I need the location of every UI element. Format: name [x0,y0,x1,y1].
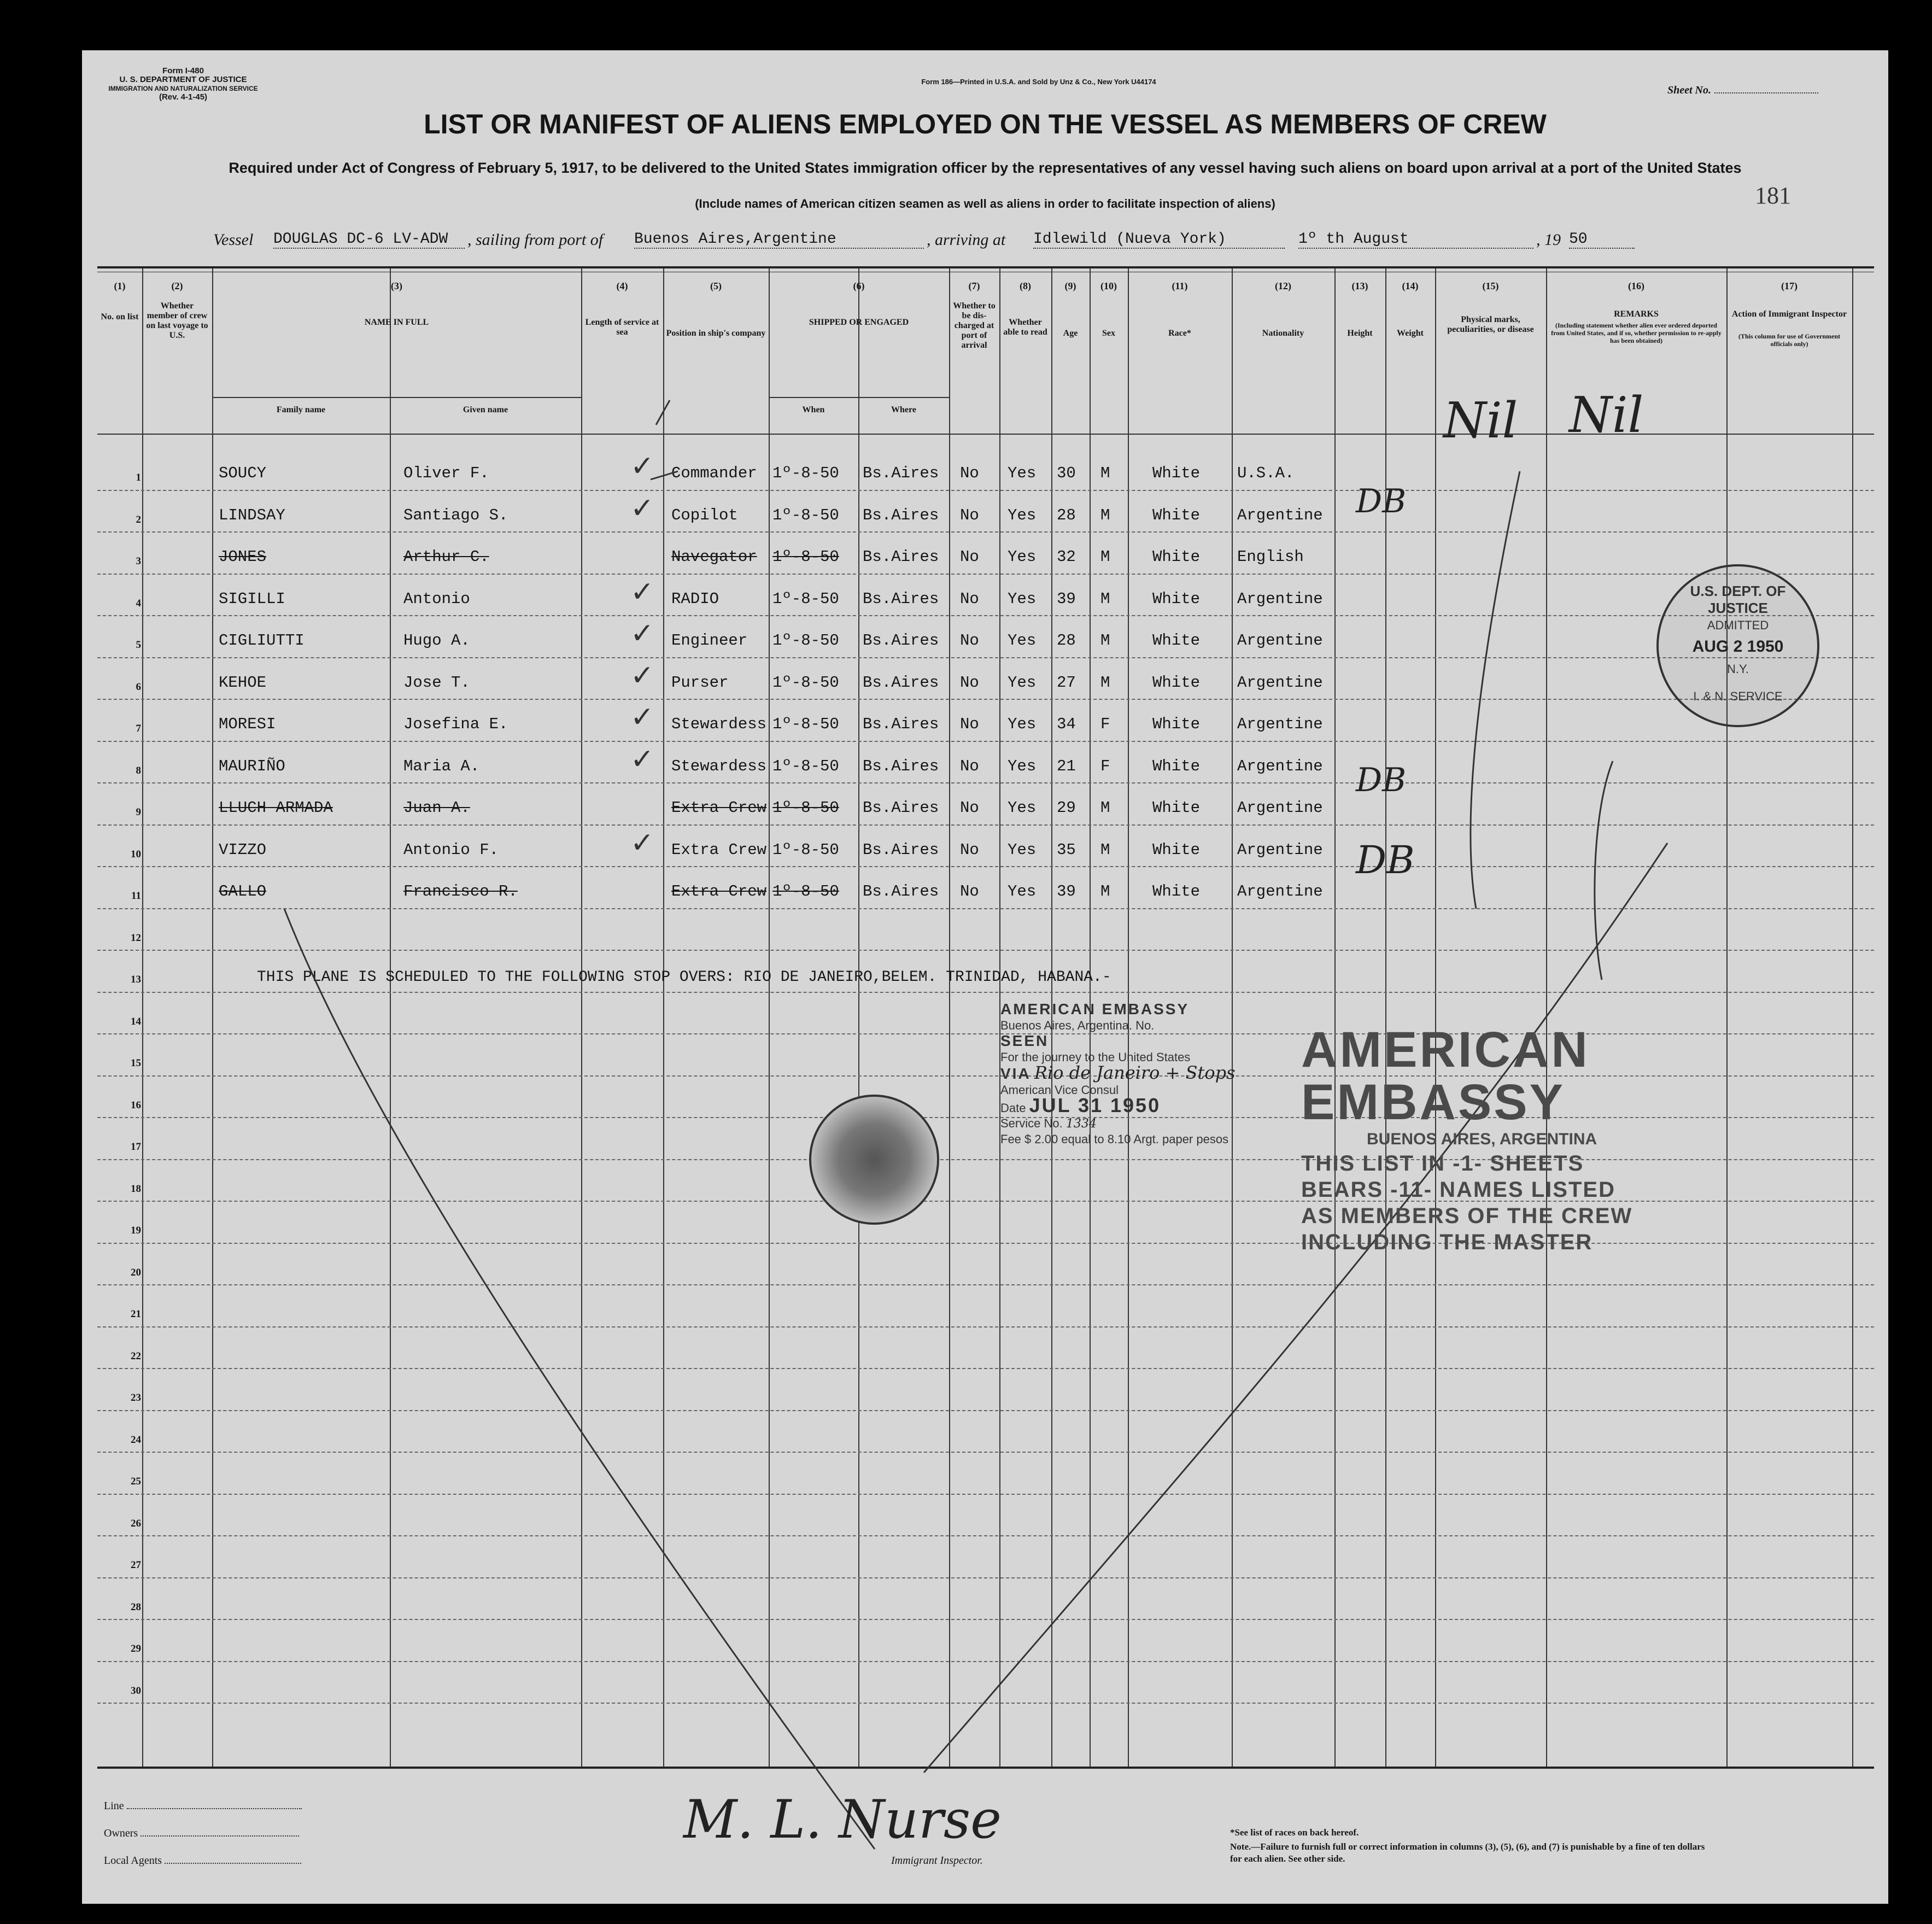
hdr-name-in-full: NAME IN FULL [364,318,429,327]
admitted-stamp [1656,564,1819,727]
hdr-action-detail: (This column for use of Government officials only) [1738,332,1841,348]
db-mark-row-3: DB [1356,482,1407,521]
nationality[interactable]: Argentine [1237,799,1323,817]
age[interactable]: 21 [1057,757,1076,775]
age[interactable]: 28 [1057,631,1076,650]
race[interactable]: White [1152,715,1201,733]
age[interactable]: 39 [1057,882,1076,900]
age[interactable]: 39 [1057,589,1076,608]
race[interactable]: White [1152,673,1201,692]
check-mark-icon: ✓ [630,701,654,734]
nationality[interactable]: Argentine [1237,631,1323,650]
discharged[interactable]: No [960,548,979,566]
hdr-length-service: Length of service at sea [585,318,659,337]
check-mark-icon: ✓ [630,617,654,650]
embassy-date-label: Date [1000,1101,1026,1115]
check-mark-icon: ✓ [630,492,654,525]
admitted-label: ADMITTED [1707,618,1769,632]
row-no: 19 [131,1225,141,1236]
race[interactable]: White [1152,757,1201,775]
consular-seal [809,1095,939,1225]
nationality[interactable]: Argentine [1237,715,1323,733]
col-no-12: (12) [1275,280,1291,291]
footer-agents-blank [165,1863,301,1864]
given-name[interactable]: Arthur C. [403,548,489,566]
sailing-label: , sailing from port of [467,231,604,249]
col-no-5: (5) [710,280,722,291]
row-no: 29 [131,1643,141,1654]
family-name[interactable]: LLUCH ARMADA [219,799,333,817]
row-no: 22 [131,1350,141,1362]
given-name[interactable]: Maria A. [403,757,480,775]
sex[interactable]: M [1100,589,1110,608]
shipped-when[interactable]: 1º-8-50 [772,715,839,733]
age[interactable]: 29 [1057,799,1076,817]
shipped-when[interactable]: 1º-8-50 [772,882,839,900]
col-no-8: (8) [1020,280,1031,291]
admitted-date: AUG 2 1950 [1692,638,1784,656]
sex[interactable]: M [1100,840,1110,859]
position[interactable]: Engineer [671,631,748,650]
col-no-9: (9) [1064,280,1076,291]
position[interactable]: RADIO [671,589,719,608]
arriving-label: , arriving at [927,231,1006,249]
nationality[interactable]: Argentine [1237,673,1323,692]
embassy-big-name: AMERICAN EMBASSY [1301,1022,1590,1130]
sex[interactable]: M [1100,882,1110,900]
race[interactable]: White [1152,840,1201,859]
col-no-4: (4) [616,280,628,291]
hdr-no-on-list: No. on list [101,312,139,321]
age[interactable]: 34 [1057,715,1076,733]
given-name[interactable]: Antonio F. [403,840,499,859]
discharged[interactable]: No [960,464,979,482]
embassy-service-label: Service No. [1000,1116,1063,1130]
nil-physical-marks: Nil [1443,392,1518,449]
row-no: 28 [131,1601,141,1613]
family-name[interactable]: GALLO [219,882,267,900]
age[interactable]: 32 [1057,548,1076,566]
embassy-big-line-3: AS MEMBERS OF THE CREW [1301,1204,1633,1228]
col-no-6: (6) [853,280,865,291]
col-no-16: (16) [1628,280,1644,291]
inspector-caption: Immigrant Inspector. [891,1855,983,1867]
shipped-where[interactable]: Bs.Aires [863,464,939,482]
admitted-top: U.S. DEPT. OF JUSTICE [1690,583,1786,616]
col-no-2: (2) [171,280,183,291]
pen-strokes [82,50,1888,1904]
position[interactable]: Stewardess [671,757,767,775]
able-read[interactable]: Yes [1008,548,1037,566]
hdr-physical-marks: Physical marks, peculiarities, or disease [1447,315,1534,334]
department: U. S. DEPARTMENT OF JUSTICE [119,75,247,84]
row-no: 2 [136,513,141,525]
date-value[interactable]: 1º th August [1298,231,1533,249]
row-no: 25 [131,1476,141,1487]
age[interactable]: 35 [1057,840,1076,859]
footer-line-blank [127,1808,302,1809]
family-name[interactable]: JONES [219,548,267,566]
given-name[interactable]: Jose T. [403,673,470,692]
nationality[interactable]: Argentine [1237,589,1323,608]
nil-remarks: Nil [1569,387,1644,444]
nationality[interactable]: U.S.A. [1237,464,1295,482]
admitted-bottom: I. & N. SERVICE [1693,689,1783,703]
shipped-where[interactable]: Bs.Aires [863,757,939,775]
hdr-position: Position in ship's company [666,329,766,338]
row-no: 7 [136,723,141,734]
check-mark-icon: ✓ [630,742,654,776]
able-read[interactable]: Yes [1008,757,1037,775]
sex[interactable]: F [1100,757,1110,775]
hdr-height: Height [1347,329,1373,338]
nationality[interactable]: Argentine [1237,506,1323,524]
printer-line: Form 186—Printed in U.S.A. and Sold by Unz & Co., New York U44174 [921,78,1156,86]
embassy-via-value: Rio de Janeiro + Stops [1034,1062,1236,1083]
discharged[interactable]: No [960,757,979,775]
shipped-when[interactable]: 1º-8-50 [772,631,839,650]
race[interactable]: White [1152,631,1201,650]
shipped-where[interactable]: Bs.Aires [863,673,939,692]
col-no-1: (1) [114,280,126,291]
row-no: 13 [131,974,141,985]
embassy-big-line-1: THIS LIST IN -1- SHEETS [1301,1151,1584,1176]
able-read[interactable]: Yes [1008,840,1037,859]
row-no: 21 [131,1308,141,1320]
hdr-family-name: Family name [276,405,326,414]
age[interactable]: 28 [1057,506,1076,524]
include-note: (Include names of American citizen seamen as well as aliens in order to facilitate inspection of aliens) [695,197,1275,210]
row-no: 23 [131,1392,141,1403]
row-no: 16 [131,1099,141,1111]
shipped-where[interactable]: Bs.Aires [863,799,939,817]
hdr-age: Age [1063,329,1078,338]
embassy-small-no: No. [1135,1019,1155,1032]
position[interactable]: Extra Crew [671,882,767,900]
shipped-where[interactable]: Bs.Aires [863,715,939,733]
row-no: 6 [136,681,141,693]
given-name[interactable]: Josefina E. [403,715,508,733]
discharged[interactable]: No [960,631,979,650]
col-no-3: (3) [391,280,402,291]
footer-line-label: Line [104,1800,124,1812]
embassy-seen: SEEN [1000,1032,1049,1049]
footer-line [104,1800,302,1812]
col-no-14: (14) [1402,280,1419,291]
shipped-when[interactable]: 1º-8-50 [772,840,839,859]
sex[interactable]: M [1100,506,1110,524]
discharged[interactable]: No [960,882,979,900]
embassy-date-value: JUL 31 1950 [1029,1094,1161,1116]
able-read[interactable]: Yes [1008,882,1037,900]
shipped-where[interactable]: Bs.Aires [863,882,939,900]
embassy-journey: For the journey to the United States [1000,1050,1191,1064]
family-name[interactable]: KEHOE [219,673,267,692]
footer-owners-label: Owners [104,1827,138,1839]
shipped-where[interactable]: Bs.Aires [863,506,939,524]
nationality[interactable]: Argentine [1237,882,1323,900]
discharged[interactable]: No [960,715,979,733]
shipped-when[interactable]: 1º-8-50 [772,799,839,817]
position[interactable]: Copilot [671,506,738,524]
embassy-service-value: 1334 [1065,1117,1097,1131]
page-subtitle: Required under Act of Congress of February 5, 1917, to be delivered to the United States immigration officer by the representatives of any vessel having such aliens on board upon arrival at a port of the United States [229,160,1742,176]
row-no: 30 [131,1685,141,1697]
row-no: 24 [131,1434,141,1446]
discharged[interactable]: No [960,589,979,608]
shipped-when[interactable]: 1º-8-50 [772,589,839,608]
race[interactable]: White [1152,799,1201,817]
age[interactable]: 30 [1057,464,1076,482]
row-no: 15 [131,1057,141,1069]
row-no: 1 [136,472,141,483]
shipped-where[interactable]: Bs.Aires [863,631,939,650]
shipped-when[interactable]: 1º-8-50 [772,506,839,524]
race[interactable]: White [1152,548,1201,566]
nationality[interactable]: Argentine [1237,840,1323,859]
hdr-able-read: Whether able to read [1003,318,1047,337]
family-name[interactable]: MORESI [219,715,276,733]
position[interactable]: Extra Crew [671,840,767,859]
given-name[interactable]: Oliver F. [403,464,489,482]
hdr-shipped-engaged: SHIPPED OR ENGAGED [809,318,909,327]
check-mark-icon: ✓ [630,450,654,483]
db-mark-row-9: DB [1356,761,1407,799]
sailing-value[interactable]: Buenos Aires,Argentine [634,231,924,249]
race[interactable]: White [1152,589,1201,608]
embassy-fee: Fee $ 2.00 equal to 8.10 Argt. paper pesos [1000,1132,1229,1146]
hdr-discharged: Whether to be dis-charged at port of arrival [953,301,996,350]
able-read[interactable]: Yes [1008,799,1037,817]
race[interactable]: White [1152,882,1201,900]
service-name: IMMIGRATION AND NATURALIZATION SERVICE [108,85,258,92]
row-no: 18 [131,1183,141,1195]
col-no-15: (15) [1482,280,1499,291]
hdr-action-inspector: Action of Immigrant Inspector [1731,309,1847,319]
row-no: 17 [131,1141,141,1153]
race[interactable]: White [1152,506,1201,524]
discharged[interactable]: No [960,840,979,859]
col-no-13: (13) [1351,280,1368,291]
position[interactable]: Purser [671,673,729,692]
col-no-11: (11) [1172,280,1188,291]
col-no-10: (10) [1100,280,1117,291]
embassy-big-city: BUENOS AIRES, ARGENTINA [1367,1130,1597,1148]
discharged[interactable]: No [960,799,979,817]
shipped-where[interactable]: Bs.Aires [863,589,939,608]
shipped-when[interactable]: 1º-8-50 [772,673,839,692]
shipped-when[interactable]: 1º-8-50 [772,464,839,482]
family-name[interactable]: VIZZO [219,840,267,859]
discharged[interactable]: No [960,673,979,692]
stamped-page-number: 181 [1755,182,1791,209]
position[interactable]: Commander [671,464,757,482]
penalty-note: Note.—Failure to furnish full or correct information in columns (3), (5), (6), and (7) is punishable by a fine of ten dollars for each alien. See other side. [1230,1841,1705,1864]
able-read[interactable]: Yes [1008,589,1037,608]
embassy-list-stamp [1301,1024,1820,1255]
schedule-note: THIS PLANE IS SCHEDULED TO THE FOLLOWING STOP OVERS: RIO DE JANEIRO,BELEM. TRINIDAD, HABANA.- [257,969,1111,986]
footer-owners [104,1827,299,1840]
sex[interactable]: M [1100,464,1110,482]
row-no: 4 [136,597,141,609]
family-name[interactable]: SIGILLI [219,589,285,608]
hdr-last-voyage: Whether member of crew on last voyage to U.S. [146,301,208,340]
hdr-when: When [802,405,825,414]
able-read[interactable]: Yes [1008,506,1037,524]
embassy-small-city: Buenos Aires, Argentina. [1000,1019,1132,1032]
row-no: 20 [131,1266,141,1278]
sex[interactable]: F [1100,715,1110,733]
row-no: 12 [131,932,141,944]
page-title: LIST OR MANIFEST OF ALIENS EMPLOYED ON THE VESSEL AS MEMBERS OF CREW [424,109,1547,139]
family-name[interactable]: MAURIÑO [219,757,285,775]
year-value[interactable]: 50 [1569,231,1635,249]
given-name[interactable]: Juan A. [403,799,470,817]
embassy-big-line-2: BEARS -11- NAMES LISTED [1301,1178,1615,1202]
row-no: 3 [136,555,141,567]
vessel-value[interactable]: DOUGLAS DC-6 LV-ADW [273,231,465,249]
arriving-value[interactable]: Idlewild (Nueva York) [1033,231,1285,249]
footer-agents-label: Local Agents [104,1855,162,1867]
hdr-remarks-detail: (Including statement whether alien ever ordered deported from United States, and if so, whether permission to re-apply has been obtained) [1551,321,1722,344]
row-no: 8 [136,764,141,776]
row-no: 27 [131,1559,141,1571]
row-no: 26 [131,1517,141,1529]
check-mark-icon: ✓ [630,826,654,859]
embassy-via: VIA [1000,1065,1031,1082]
family-name[interactable]: SOUCY [219,464,267,482]
able-read[interactable]: Yes [1008,631,1037,650]
row-no: 11 [131,890,141,902]
embassy-big-line-4: INCLUDING THE MASTER [1301,1230,1593,1254]
position[interactable]: Navegator [671,548,757,566]
inspector-signature: M. L. Nurse [683,1789,1002,1850]
sex[interactable]: M [1100,548,1110,566]
shipped-when[interactable]: 1º-8-50 [772,757,839,775]
check-mark-icon: ✓ [630,659,654,692]
family-name[interactable]: LINDSAY [219,506,285,524]
row-no: 14 [131,1015,141,1027]
nationality[interactable]: Argentine [1237,757,1323,775]
family-name[interactable]: CIGLIUTTI [219,631,305,650]
embassy-officer: American Vice Consul [1000,1083,1119,1097]
hdr-race: Race* [1168,329,1191,338]
revision: (Rev. 4-1-45) [159,92,208,102]
db-mark-row-11: DB [1356,838,1415,882]
hdr-sex: Sex [1102,329,1115,338]
check-mark-icon: ✓ [630,575,654,609]
given-name[interactable]: Francisco R. [403,882,518,900]
position[interactable]: Extra Crew [671,799,767,817]
age[interactable]: 27 [1057,673,1076,692]
given-name[interactable]: Antonio [403,589,470,608]
shipped-where[interactable]: Bs.Aires [863,840,939,859]
race[interactable]: White [1152,464,1201,482]
form-number: Form I-480 [162,66,204,75]
given-name[interactable]: Hugo A. [403,631,470,650]
shipped-where[interactable]: Bs.Aires [863,548,939,566]
position[interactable]: Stewardess [671,715,767,733]
sheet-label: Sheet No. [1667,84,1711,96]
col-no-7: (7) [968,280,980,291]
vessel-label: Vessel [213,231,254,249]
footer-owners-blank [140,1835,299,1837]
footer-agents [104,1855,301,1867]
hdr-weight: Weight [1397,329,1424,338]
sex[interactable]: M [1100,631,1110,650]
sex[interactable]: M [1100,673,1110,692]
embassy-small-name: AMERICAN EMBASSY [1000,1001,1190,1017]
manifest-page [82,50,1888,1904]
admitted-city: N.Y. [1727,662,1749,676]
hdr-remarks: REMARKS [1614,309,1659,319]
year-prefix: , 19 [1536,231,1561,249]
hdr-where: Where [891,405,916,414]
hdr-nationality: Nationality [1262,329,1304,338]
nationality[interactable]: English [1237,548,1304,566]
given-name[interactable]: Santiago S. [403,506,508,524]
discharged[interactable]: No [960,506,979,524]
sex[interactable]: M [1100,799,1110,817]
row-no: 5 [136,639,141,651]
races-note: *See list of races on back hereof. [1230,1827,1359,1838]
able-read[interactable]: Yes [1008,673,1037,692]
hdr-given-name: Given name [462,405,508,414]
able-read[interactable]: Yes [1008,715,1037,733]
col-no-17: (17) [1781,280,1798,291]
able-read[interactable]: Yes [1008,464,1037,482]
shipped-when[interactable]: 1º-8-50 [772,548,839,566]
row-no: 10 [131,848,141,860]
row-no: 9 [136,806,141,818]
